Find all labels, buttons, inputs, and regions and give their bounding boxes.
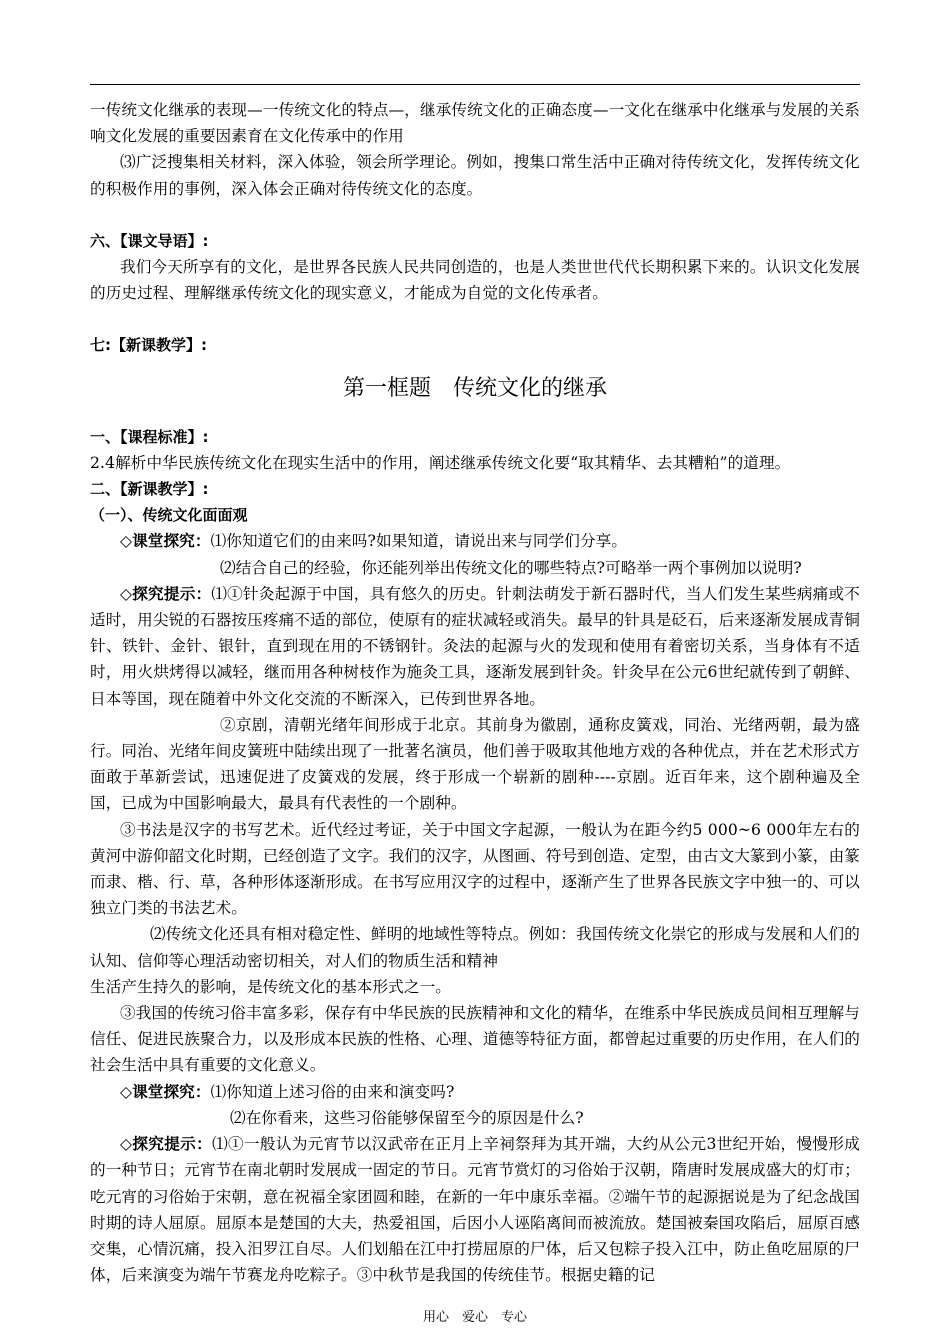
explore-question-2: ⑵结合自己的经验，你还能列举出传统文化的哪些特点?可略举一两个事例加以说明? — [220, 558, 802, 577]
section-heading-7: 七:【新课教学】: — [90, 336, 207, 355]
hint-label: ◇探究提示： — [120, 584, 212, 603]
hint-paragraph: 生活产生持久的影响，是传统文化的基本形式之一。 — [90, 977, 451, 996]
explore-label: ◇课堂探究： — [120, 1082, 211, 1101]
text-line: 一传统文化继承的表现—一传统文化的特点—，继承传统文化的正确态度—一文化在继承中化继承与发展的关系响文化发展的重要因素育在文化传承中的作用 — [90, 101, 860, 146]
text-paragraph: ⑶广泛搜集相关材料，深入体验，领会所学理论。例如，搜集口常生活中正确对待传统文化，发挥传统文化的积极作用的事例，深入体会正确对待传统文化的态度。 — [90, 153, 860, 198]
page-footer: 用心 爱心 专心 — [422, 1310, 527, 1325]
section-heading-6: 六、【课文导语】: — [90, 231, 209, 250]
explore-question-1: ◇课堂探究：⑴你知道它们的由来吗?如果知道，请说出来与同学们分享。 — [120, 532, 628, 551]
hint-paragraph: ◇探究提示：⑴①一般认为元宵节以汉武帝在正月上辛祠祭拜为其开端，大约从公元3世纪开始，慢慢形成的一种节日；元宵节在南北朝时发展成一固定的节日。元宵节赏灯的习俗始于汉朝，隋唐时发展成盛大的灯市；吃元宵的习俗始于宋朝，意在祝福全家团圆和睦，在新的一年中康乐幸福。②端午节的起源据说是为了纪念战国时期的诗人屈原。屈原本是楚国的大夫，热爱祖国，后因小人诬陷离间而被流放。楚国被秦国攻陷后，屈原百感交集，心情沉痛，投入汨罗江自尽。人们划船在江中打捞屈原的尸体，后又包粽子投入江中，防止鱼吃屈原的尸体，后来演变为端午节赛龙舟吃粽子。③中秋节是我国的传统佳节。根据史籍的记 — [90, 1135, 861, 1285]
hint-paragraph: ②京剧，清朝光绪年间形成于北京。其前身为徽剧，通称皮簧戏，同治、光绪两朝，最为盛行。同治、光绪年间皮簧班中陆续出现了一批著名演员，他们善于吸取其他地方戏的各种优点，并在艺术形式方面敢于革新尝试，迅速促进了皮簧戏的发展，终于形成一个崭新的剧种----京剧。近百年来，这个剧种遍及全国，已成为中国影响最大，最具有代表性的一个剧种。 — [90, 715, 860, 813]
hint-paragraph: ③书法是汉字的书写艺术。近代经过考证，关于中国文字起源，一般认为在距今约5 000~6 000年左右的黄河中游仰韶文化时期，已经创造了文字。我们的汉字，从图画、符号到创造、定型，由古文大篆到小篆，由篆而隶、楷、行、草，各种形体逐渐形成。在书写应用汉字的过程中，逐渐产生了世界各民族文字中独一的、可以独立门类的书法艺术。 — [90, 820, 860, 918]
teaching-heading: 二、【新课教学】: — [90, 480, 209, 499]
explore-label: ◇课堂探究： — [120, 532, 211, 551]
explore-question-1: ◇课堂探究：⑴你知道上述习俗的由来和演变吗? — [120, 1082, 455, 1101]
standard-text: 2.4解析中华民族传统文化在现实生活中的作用，阐述继承传统文化要“取其精华、去其糟粕”的道理。 — [90, 454, 791, 473]
subsection-heading: （一）、传统文化面面观 — [90, 506, 248, 525]
hint-paragraph: ⑵传统文化还具有相对稳定性、鲜明的地域性等特点。例如：我国传统文化崇它的形成与发展和人们的认知、信仰等心理活动密切相关，对人们的物质生活和精神 — [90, 925, 860, 970]
lesson-title: 第一框题 传统文化的继承 — [342, 376, 607, 402]
hint-label: ◇探究提示： — [120, 1135, 213, 1154]
standard-heading: 一、【课程标准】: — [90, 428, 209, 447]
explore-question-2: ⑵在你看来，这些习俗能够保留至今的原因是什么? — [230, 1108, 584, 1127]
intro-paragraph: 我们今天所享有的文化，是世界各民族人民共同创造的，也是人类世世代代长期积累下来的。认识文化发展的历史过程、理解继承传统文化的现实意义，才能成为自觉的文化传承者。 — [90, 257, 860, 303]
hint-paragraph: ◇探究提示：⑴①针灸起源于中国，具有悠久的历史。针刺法萌发于新石器时代，当人们发生某些病痛或不适时，用尖锐的石器按压疼痛不适的部位，使原有的症状减轻或消失。最早的针具是砭石，后来逐渐发展成青铜针、铁针、金针、银针，直到现在用的不锈钢针。灸法的起源与火的发现和使用有着密切关系，当身体有不适时，用火烘烤得以减轻，继而用各种树枝作为施灸工具，逐渐发展到针灸。针灸早在公元6世纪就传到了朝鲜、日本等国，现在随着中外文化交流的不断深入，已传到世界各地。 — [90, 584, 860, 708]
hint-paragraph: ③我国的传统习俗丰富多彩，保存有中华民族的民族精神和文化的精华，在维系中华民族成员间相互理解与信任、促进民族聚合力，以及形成本民族的性格、心理、道德等特征方面，都曾起过重要的历史作用，在人们的社会生活中具有重要的文化意义。 — [90, 1004, 860, 1075]
header-rule — [90, 84, 860, 85]
document-page — [90, 97, 860, 1288]
